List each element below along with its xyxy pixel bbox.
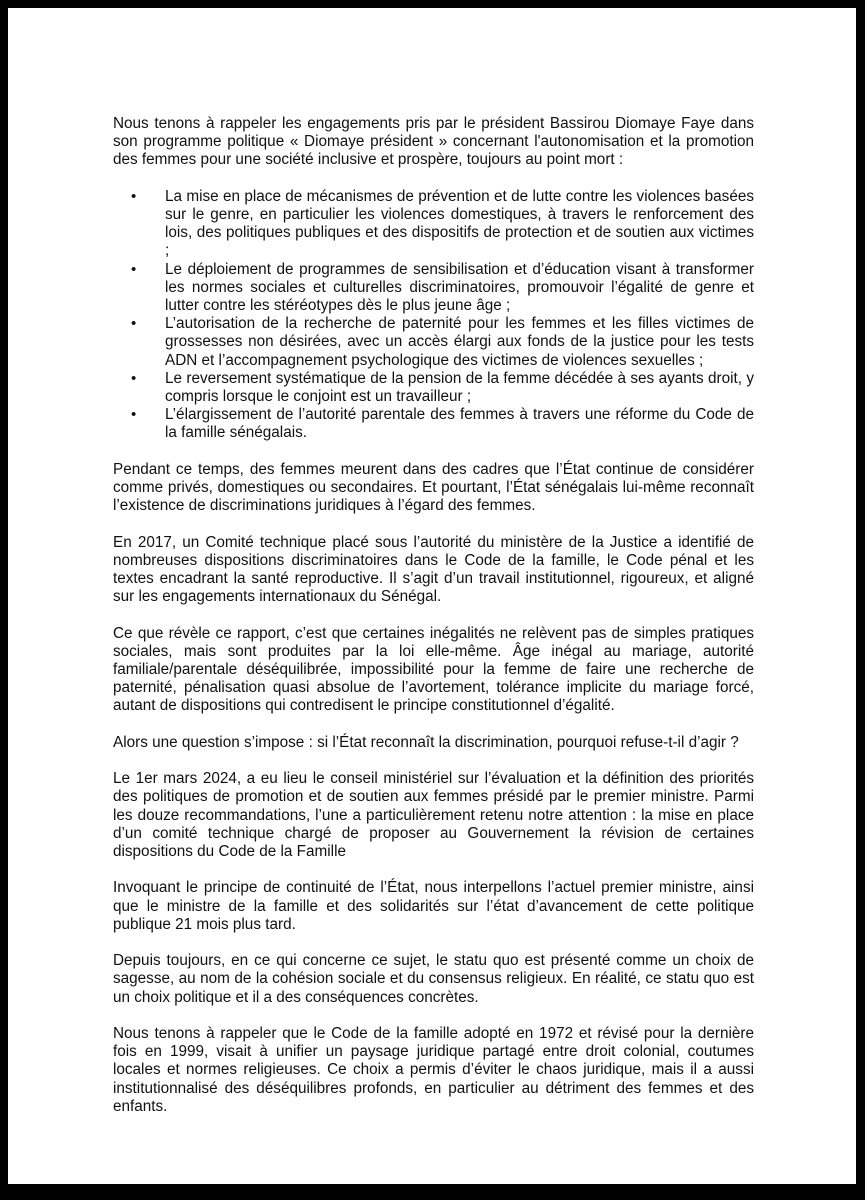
list-item-text: L’élargissement de l’autorité parentale des femmes à travers une réforme du Code de la famille sénégalais. xyxy=(165,406,754,442)
list-item-text: Le déploiement de programmes de sensibilisation et d’éducation visant à transformer les normes sociales et culturelles discriminatoires, promouvoir l’égalité de genre et lutter contre les stéréotypes dès le plus jeune âge ; xyxy=(165,260,754,315)
list-item xyxy=(113,261,754,316)
paragraph: Ce que révèle ce rapport, c’est que certaines inégalités ne relèvent pas de simples pratiques sociales, mais sont produites par la loi elle-même. Âge inégal au mariage, autorité familiale/parentale déséquilibrée, impossibilité pour la femme de faire une recherche de paternité, pénalisation quasi absolue de l’avortement, tolérance implicite du mariage forcé, autant de dispositions qui contredisent le principe constitutionnel d’égalité. xyxy=(113,624,754,715)
paragraph: Pendant ce temps, des femmes meurent dans des cadres que l’État continue de considérer comme privés, domestiques ou secondaires. Et pourtant, l’État sénégalais lui-même reconnaît l’existence de discriminations juridiques à l’égard des femmes. xyxy=(113,460,754,515)
paragraph: Le 1er mars 2024, a eu lieu le conseil ministériel sur l’évaluation et la définition des priorités des politiques de promotion et de soutien aux femmes présidé par le premier ministre. Parmi les douze recommandations, l’une a particulièrement retenu notre attention : la mise en place d’un comité technique chargé de proposer au Gouvernement la révision de certaines dispositions du Code de la Famille xyxy=(113,770,754,861)
question-paragraph: Alors une question s’impose : si l’État reconnaît la discrimination, pourquoi refuse-t-il d’agir ? xyxy=(113,733,739,751)
paragraph: Invoquant le principe de continuité de l’État, nous interpellons l’actuel premier ministre, ainsi que le ministre de la famille et des solidarités sur l’état d’avancement de cette politique publique 21 mois plus tard. xyxy=(113,879,754,933)
list-item-text: La mise en place de mécanismes de prévention et de lutte contre les violences basées sur le genre, en particulier les violences domestiques, à travers le renforcement des lois, des politiques publiques et des dispositifs de protection et de soutien aux victimes ; xyxy=(165,187,754,260)
list-item-text: L’autorisation de la recherche de paternité pour les femmes et les filles victimes de grossesses non désirées, avec un accès élargi aux fonds de la justice pour les tests ADN et l’accompagnement psychologique des victimes de violences sexuelles ; xyxy=(165,315,754,369)
list-item xyxy=(113,315,754,370)
bullet-icon: • xyxy=(131,315,137,333)
bullet-icon: • xyxy=(131,260,137,278)
paragraph: En 2017, un Comité technique placé sous l’autorité du ministère de la Justice a identifié de nombreuses dispositions discriminatoires dans le Code de la famille, le Code pénal et les textes encadrant la santé reproductive. Il s’agit d’un travail institutionnel, rigoureux, et aligné sur les engagements internationaux du Sénégal. xyxy=(113,533,754,606)
list-item xyxy=(113,370,754,406)
commitments-list xyxy=(113,188,754,443)
document-page xyxy=(8,8,856,1184)
list-item xyxy=(113,188,754,261)
list-item-text: Le reversement systématique de la pension de la femme décédée à ses ayants droit, y compris lorsque le conjoint est un travailleur ; xyxy=(165,369,754,406)
paragraph: Nous tenons à rappeler que le Code de la famille adopté en 1972 et révisé pour la dernière fois en 1999, visait à unifier un paysage juridique partagé entre droit colonial, coutumes locales et normes religieuses. Ce choix a permis d’éviter le chaos juridique, mais il a aussi institutionnalisé des déséquilibres profonds, en particulier au détriment des femmes et des enfants. xyxy=(113,1025,754,1115)
list-item xyxy=(113,406,754,442)
bullet-icon: • xyxy=(131,406,137,424)
bullet-icon: • xyxy=(131,369,137,387)
bullet-icon: • xyxy=(131,187,137,205)
intro-paragraph: Nous tenons à rappeler les engagements pris par le président Bassirou Diomaye Faye dans son programme politique « Diomaye président » concernant l'autonomisation et la promotion des femmes pour une société inclusive et prospère, toujours au point mort : xyxy=(113,115,754,169)
paragraph: Depuis toujours, en ce qui concerne ce sujet, le statu quo est présenté comme un choix de sagesse, au nom de la cohésion sociale et du consensus religieux. En réalité, ce statu quo est un choix politique et il a des conséquences concrètes. xyxy=(113,952,754,1006)
